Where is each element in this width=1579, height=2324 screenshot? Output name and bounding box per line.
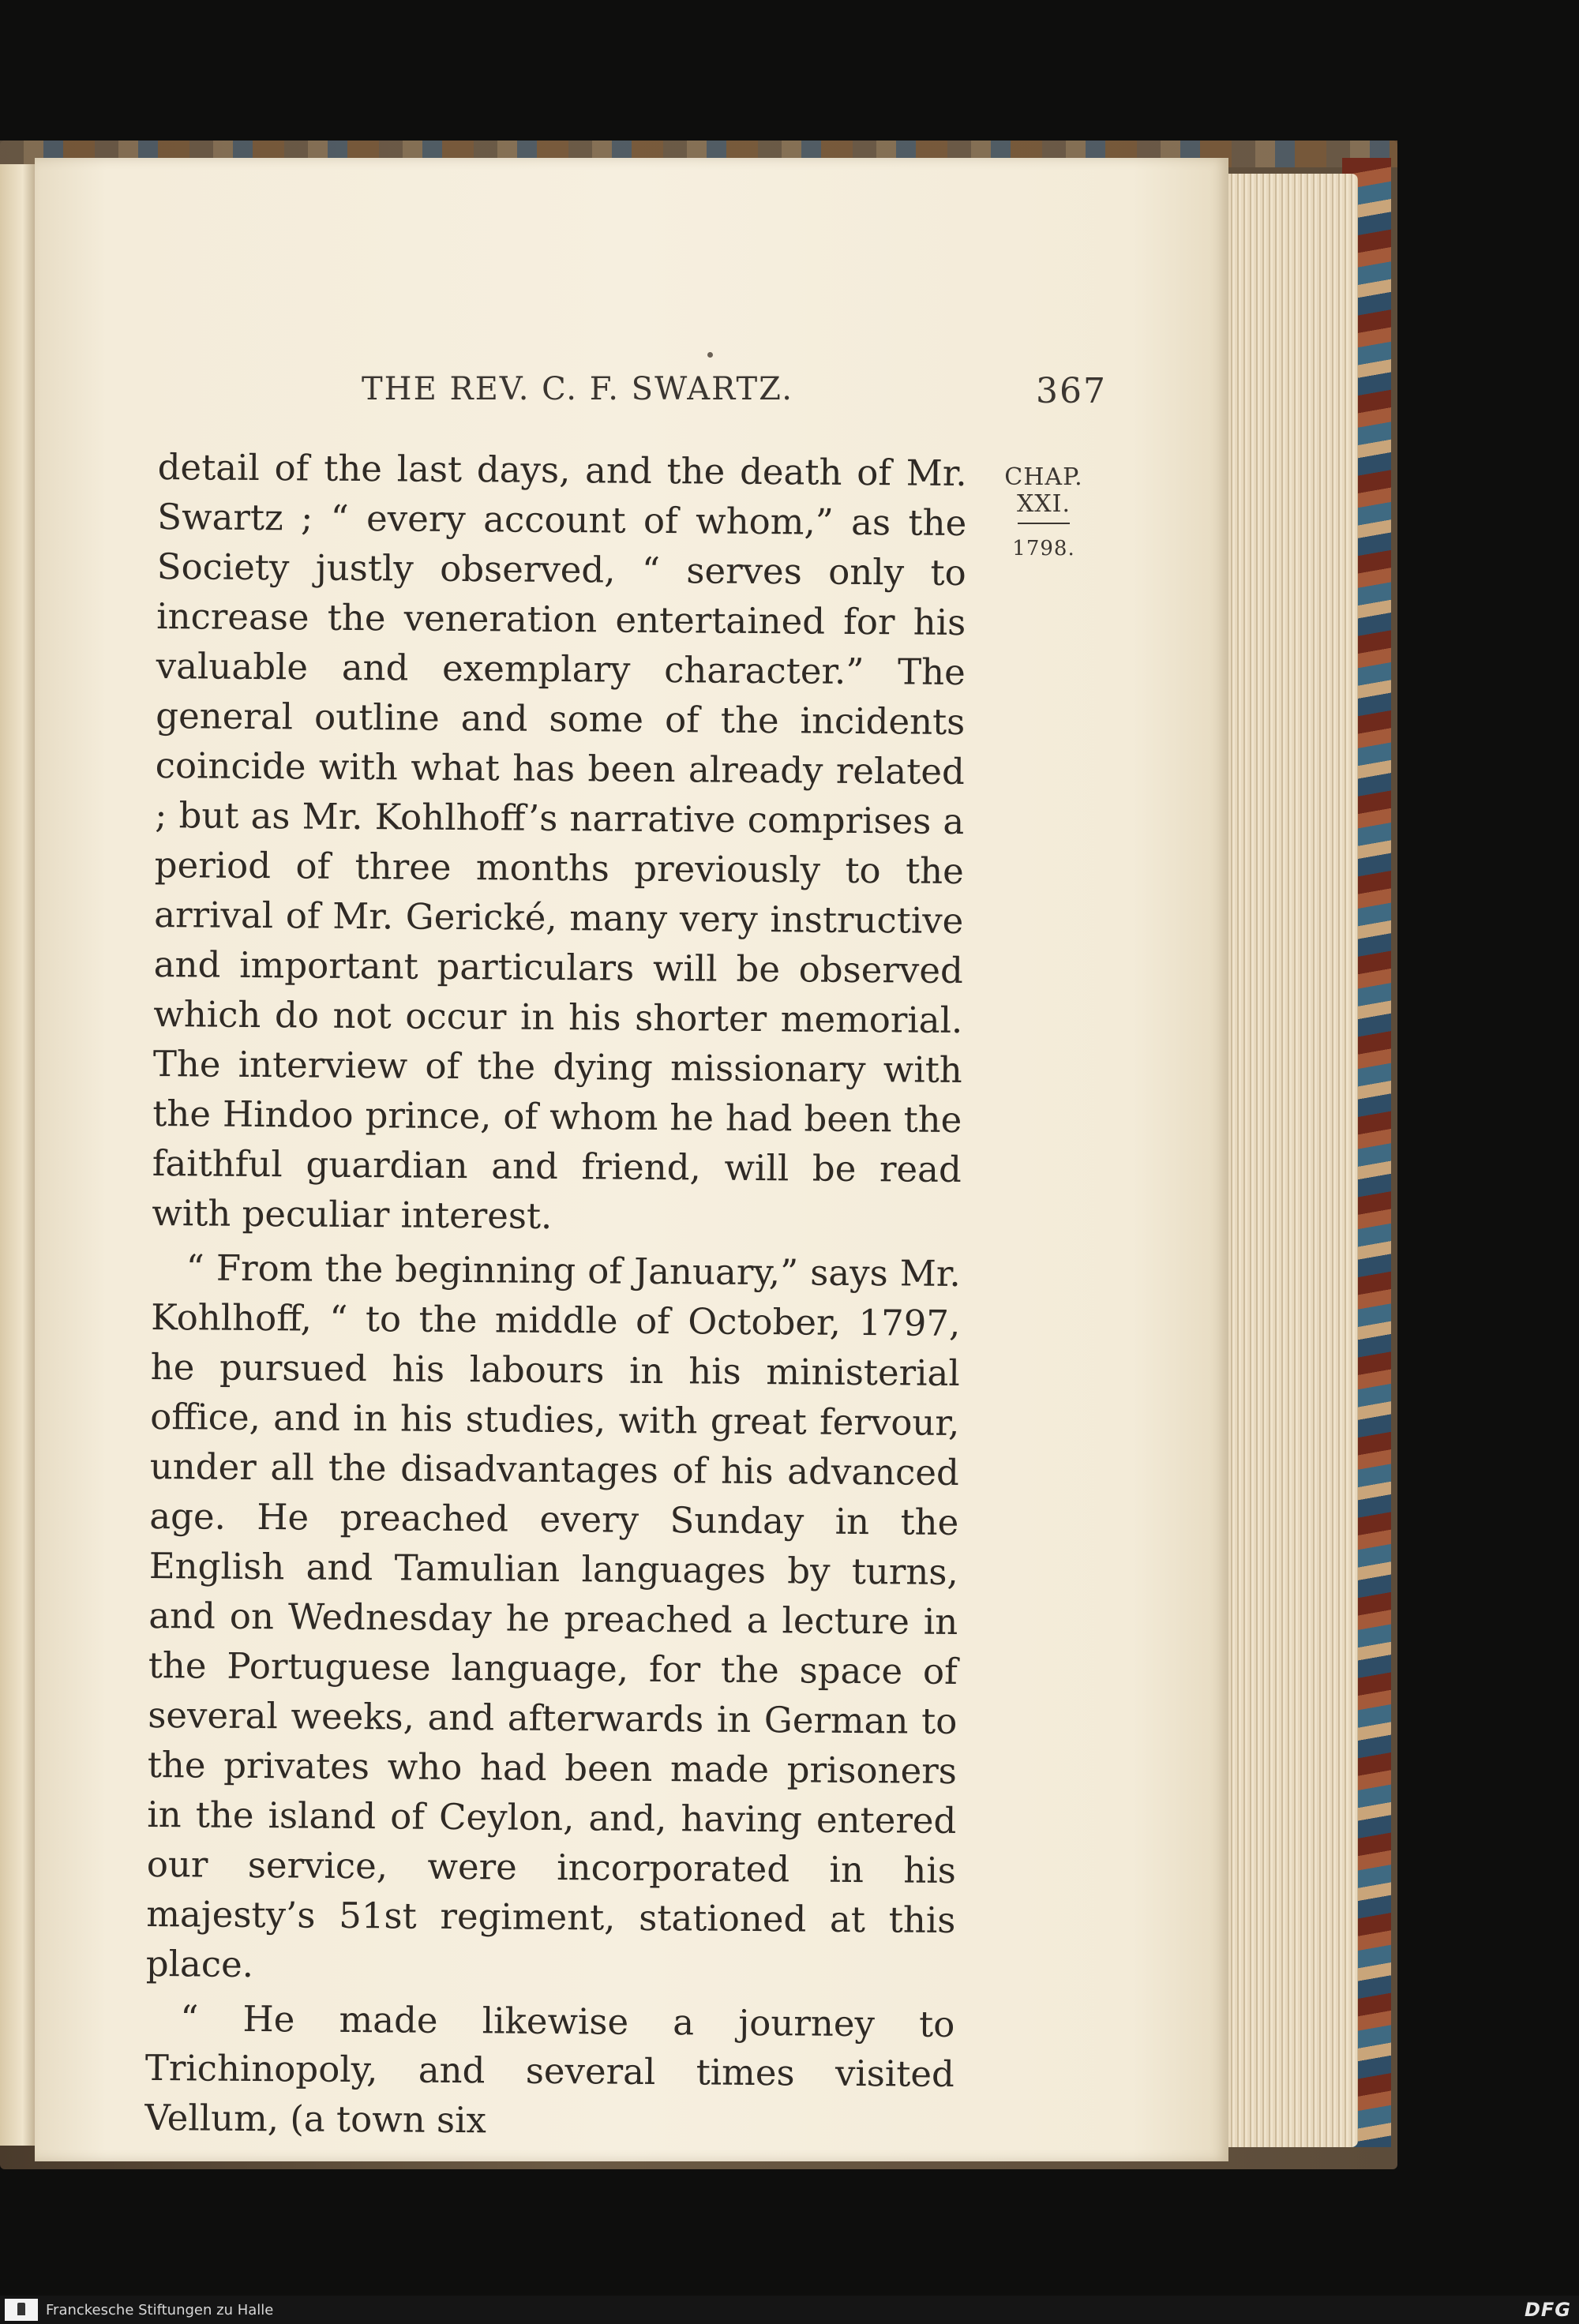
paragraph-3: “ He made likewise a journey to Trichinopoly, and several times visited Vellum, (a town six — [144, 1997, 955, 2142]
paragraph-1: detail of the last days, and the death of Mr. Swartz ; “ every account of whom,” as the Society justly observed, “ serves only to increase the veneration entertained for his valuable and exemplary character.” The general outline and some of the incidents coincide with what has been already related ; but as Mr. Kohlhoff’s narrative comprises a period of three months previously to the arrival of Mr. Gerické, many very instructive and important particulars will be observed which do not occur in his shorter memorial. The interview of the dying missionary with the Hindoo prince, of whom he had been the faithful guardian and friend, will be read with peculiar interest. — [152, 445, 967, 1237]
page-number: 367 — [1036, 371, 1107, 411]
running-head-title: THE REV. C. F. SWARTZ. — [362, 371, 793, 407]
library-logo-icon — [5, 2299, 38, 2321]
paragraph-2: “ From the beginning of January,” says Mr. Kohlhoff, “ to the middle of October, 1797, he pursued his labours in his ministerial office, and in his studies, with great fervour, under all the disadvantages of his advanced age. He preached every Sunday in the English and Tamulian languages by turns, and on Wednesday he preached a lecture in the Portuguese language, for the space of several weeks, and afterwards in German to the privates who had been made prisoners in the island of Ceylon, and, having entered our service, were incorporated in his majesty’s 51st regiment, stationed at this place. — [145, 1246, 961, 1986]
facing-page-edge — [0, 164, 38, 2146]
paper-speck — [707, 352, 713, 358]
body-text — [144, 442, 967, 2149]
page-stack-edge — [1216, 174, 1358, 2147]
chapter-label: CHAP. — [1004, 463, 1083, 491]
margin-rule — [1018, 523, 1070, 524]
viewer-footer — [0, 2296, 1579, 2324]
margin-year: 1798. — [1012, 537, 1075, 560]
dfg-logo: DFG — [1524, 2299, 1571, 2321]
chapter-number: XXI. — [1016, 490, 1071, 518]
margin-note — [996, 464, 1091, 562]
library-name[interactable]: Franckesche Stiftungen zu Halle — [46, 2302, 274, 2318]
